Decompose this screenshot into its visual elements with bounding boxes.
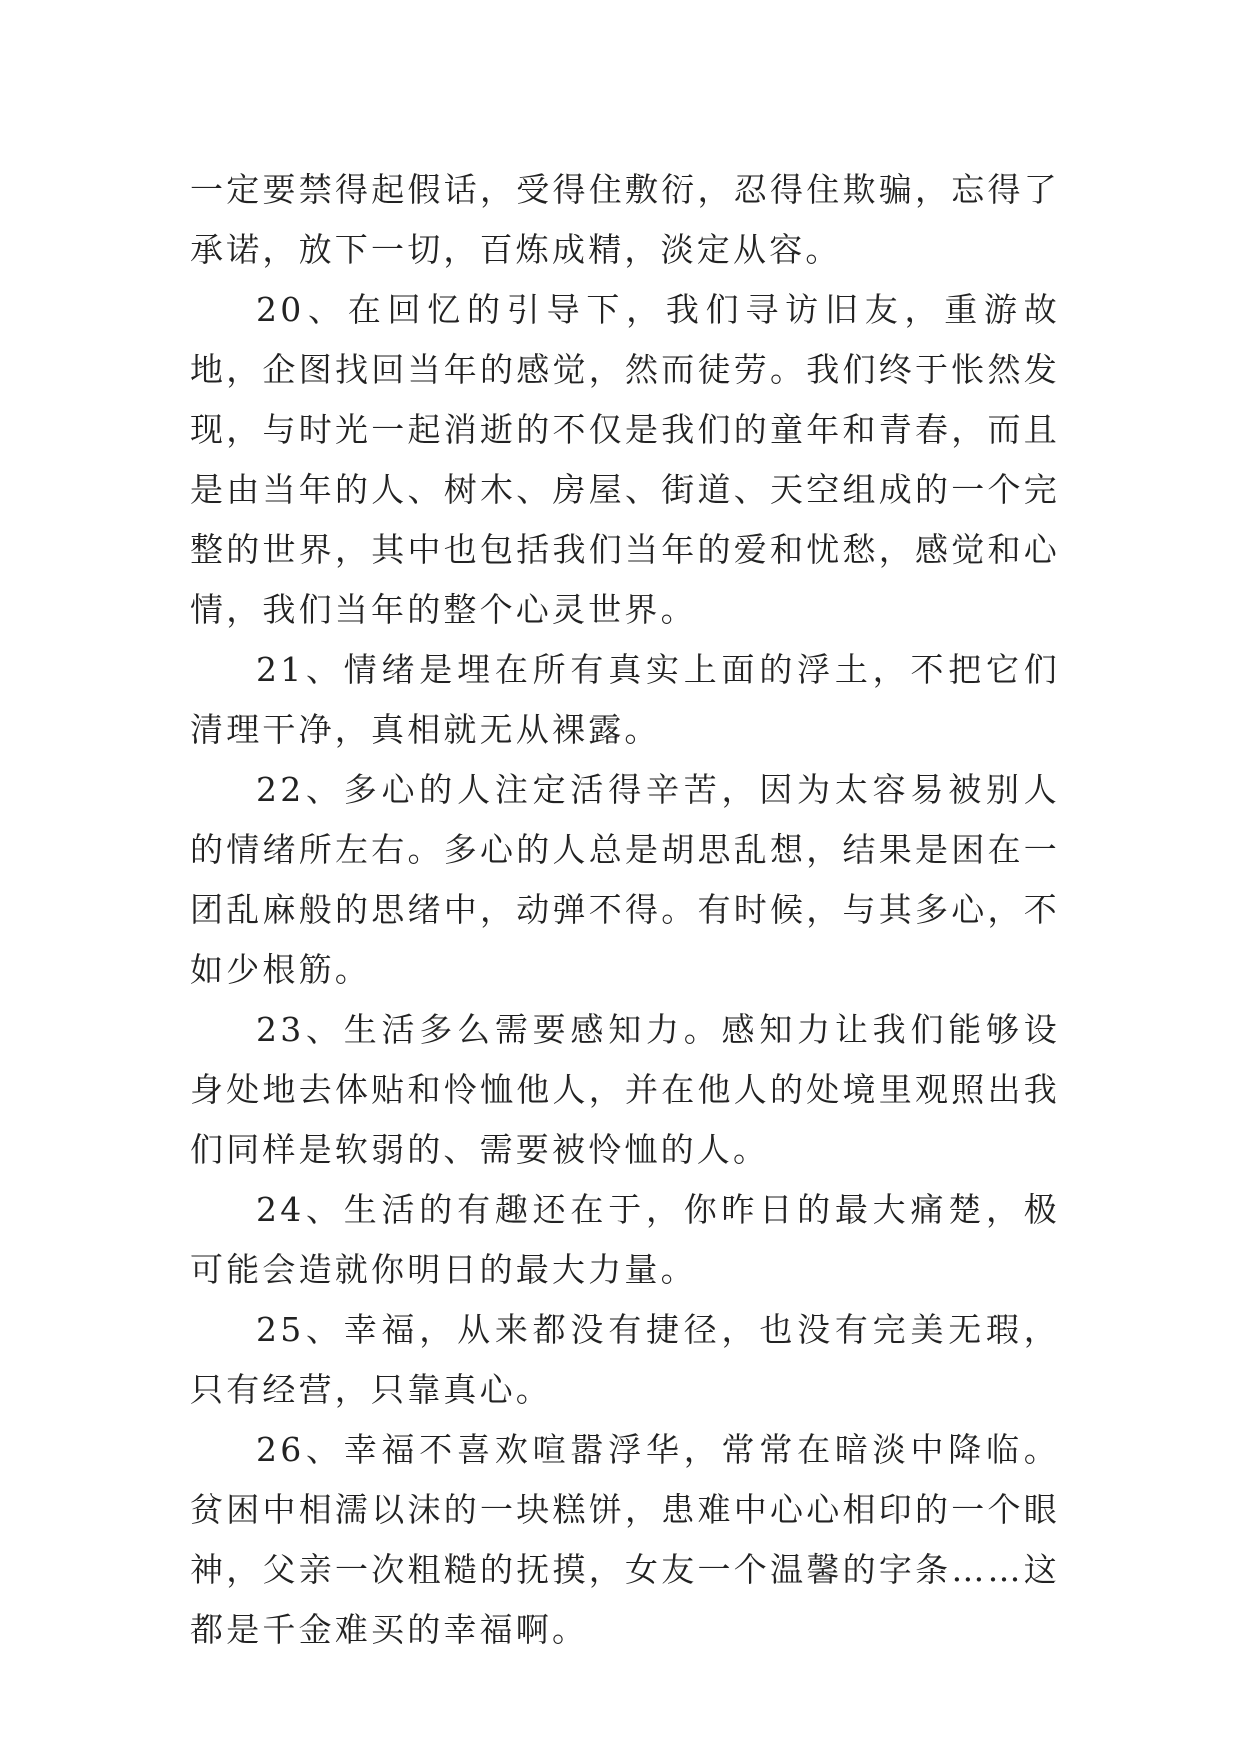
document-body — [190, 160, 1060, 1660]
paragraph-20: 20、在回忆的引导下，我们寻访旧友，重游故地，企图找回当年的感觉，然而徒劳。我们终于怅然发现，与时光一起消逝的不仅是我们的童年和青春，而且是由当年的人、树木、房屋、街道、天空组成的一个完整的世界，其中也包括我们当年的爱和忧愁，感觉和心情，我们当年的整个心灵世界。 — [190, 290, 1060, 629]
paragraph-22: 22、多心的人注定活得辛苦，因为太容易被别人的情绪所左右。多心的人总是胡思乱想，结果是困在一团乱麻般的思绪中，动弹不得。有时候，与其多心，不如少根筋。 — [190, 770, 1060, 989]
paragraph-23: 23、生活多么需要感知力。感知力让我们能够设身处地去体贴和怜恤他人，并在他人的处境里观照出我们同样是软弱的、需要被怜恤的人。 — [190, 1010, 1060, 1169]
paragraph-25: 25、幸福，从来都没有捷径，也没有完美无瑕，只有经营，只靠真心。 — [190, 1310, 1060, 1409]
paragraph-26: 26、幸福不喜欢喧嚣浮华，常常在暗淡中降临。贫困中相濡以沫的一块糕饼，患难中心心相印的一个眼神，父亲一次粗糙的抚摸，女友一个温馨的字条……这都是千金难买的幸福啊。 — [190, 1430, 1060, 1649]
paragraph-continuation: 一定要禁得起假话，受得住敷衍，忍得住欺骗，忘得了承诺，放下一切，百炼成精，淡定从容。 — [190, 170, 1060, 269]
paragraph-24: 24、生活的有趣还在于，你昨日的最大痛楚，极可能会造就你明日的最大力量。 — [190, 1190, 1060, 1289]
paragraph-21: 21、情绪是埋在所有真实上面的浮土，不把它们清理干净，真相就无从裸露。 — [190, 650, 1060, 749]
